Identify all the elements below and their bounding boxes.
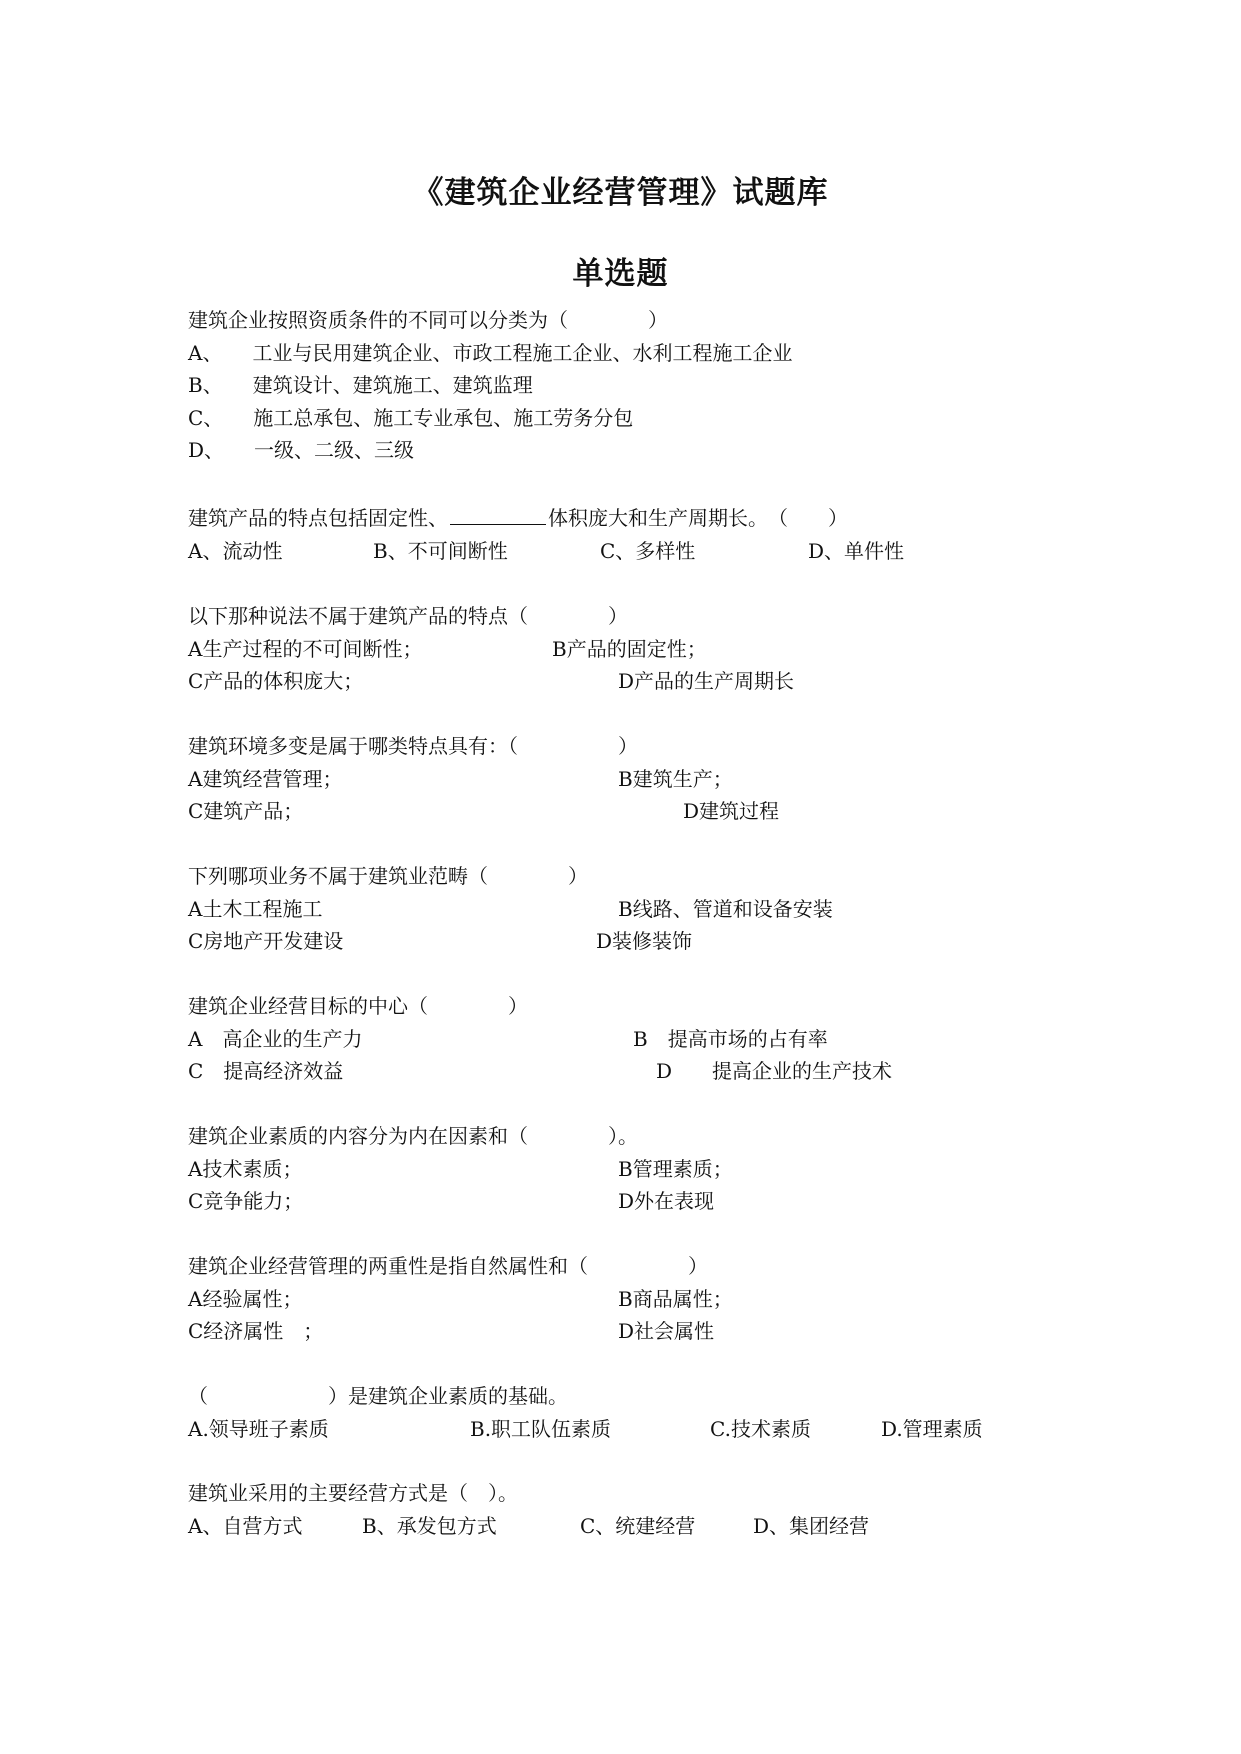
option-b: B商品属性； [618,1286,733,1311]
question-stem: 建筑企业按照资质条件的不同可以分类为（ ） [188,308,668,332]
question-stem: 建筑企业经营目标的中心（ ） [188,994,528,1018]
option-c: C、 施工总承包、施工专业承包、施工劳务分包 [188,405,634,430]
option-b: B建筑生产； [618,766,733,791]
question-stem: 建筑企业素质的内容分为内在因素和（ ）。 [188,1124,638,1148]
question-stem: 建筑企业经营管理的两重性是指自然属性和（ ） [188,1254,708,1278]
option-d: D、单件性 [808,538,905,563]
option-a: A、流动性 [188,538,283,563]
option-a: A生产过程的不可间断性； [188,636,423,661]
question-stem: 以下那种说法不属于建筑产品的特点（ ） [188,604,628,628]
option-d: D产品的生产周期长 [618,669,795,693]
option-b: B产品的固定性； [552,636,707,661]
option-d: D 提高企业的生产技术 [656,1059,893,1083]
question-stem: 建筑环境多变是属于哪类特点具有：（ ） [188,734,638,758]
option-b: B、承发包方式 [362,1513,497,1538]
question-stem: 建筑业采用的主要经营方式是（ ）。 [188,1481,518,1505]
section-title: 单选题 [572,256,669,292]
option-d: D、 一级、二级、三级 [188,438,415,462]
option-c: C 提高经济效益 [188,1059,344,1083]
option-c: C产品的体积庞大； [188,669,364,693]
option-c: C.技术素质 [710,1416,811,1441]
option-b: B管理素质； [618,1156,733,1181]
stem-after-blank: 体积庞大和生产周期长。 （ ） [548,506,848,530]
question-stem: 下列哪项业务不属于建筑业范畴（ ） [188,864,588,888]
option-b: B、不可间断性 [373,538,508,563]
option-a: A.领导班子素质 [188,1416,329,1441]
option-d: D建筑过程 [683,799,780,823]
option-a: A 高企业的生产力 [188,1026,363,1051]
option-a: A建筑经营管理； [188,766,343,791]
option-c: C、统建经营 [580,1513,696,1538]
document-title: 《建筑企业经营管理》试题库 [412,175,829,211]
option-d: D装修装饰 [596,929,693,953]
option-d: D、集团经营 [753,1513,870,1538]
option-b: B.职工队伍素质 [470,1416,612,1441]
option-a: A、自营方式 [188,1513,303,1538]
option-c: C竞争能力； [188,1189,304,1213]
option-c: C经济属性 ； [188,1319,324,1343]
option-c: C、多样性 [600,538,696,563]
option-b: B 提高市场的占有率 [633,1026,828,1051]
option-a: A土木工程施工 [188,896,323,921]
option-a: A、 工业与民用建筑企业、市政工程施工企业、水利工程施工企业 [188,340,793,365]
stem-before-blank: 建筑产品的特点包括固定性、 [188,506,448,530]
option-a: A经验属性； [188,1286,303,1311]
option-d: D社会属性 [618,1319,715,1343]
question-stem [188,502,848,535]
fill-blank [450,506,546,525]
option-d: D外在表现 [618,1189,715,1213]
option-b: B线路、管道和设备安装 [618,896,833,921]
option-a: A技术素质； [188,1156,303,1181]
option-b: B、 建筑设计、建筑施工、建筑监理 [188,373,533,397]
option-c: C房地产开发建设 [188,929,344,953]
option-d: D.管理素质 [881,1416,983,1441]
option-c: C建筑产品； [188,799,304,823]
question-stem: （ ）是建筑企业素质的基础。 [188,1384,568,1408]
